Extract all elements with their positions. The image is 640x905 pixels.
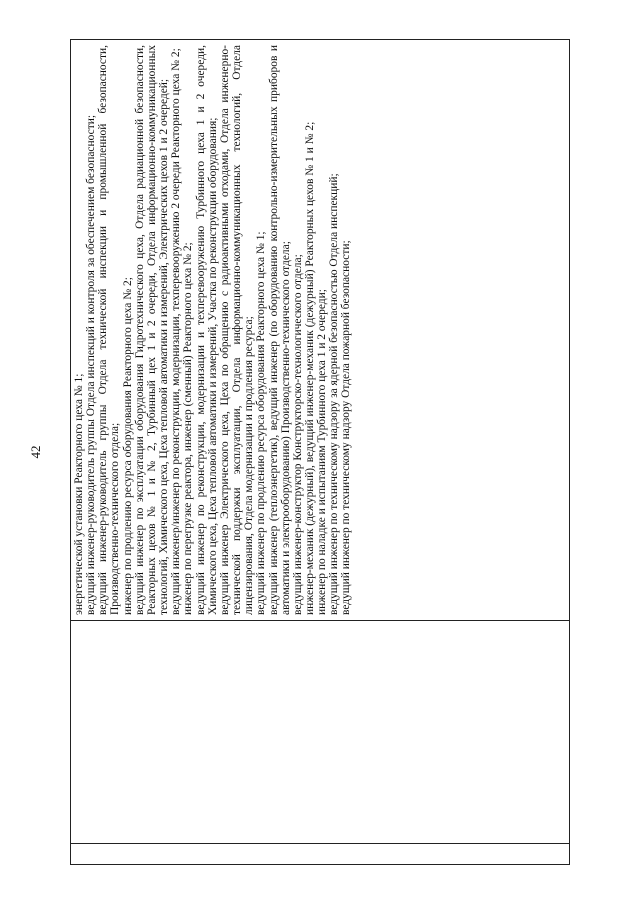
duty-item: ведущий инженер по продлению ресурса оборудования Реакторного цеха № 1; <box>255 231 268 615</box>
duty-item: ведущий инженер Электрического цеха, Цеха по обращению с радиоактивными отходами, Отдела инженерно-технической поддержки эксплуатации, Отдела информационно-коммуникационных технологий, Отдела лицензирования, Отдела модернизации и продления ресурса; <box>218 45 256 615</box>
number-cell <box>71 844 570 865</box>
table-row <box>71 40 570 865</box>
duty-item: ведущий инженер (теплоэнергетик), ведущий инженер (по оборудованию контрольно-измерительных приборов и автоматики и электрооборудованию) Производственно-технического отдела; <box>267 45 292 615</box>
duty-item: инженер по наладке и испытаниям Турбинного цеха 1 и 2 очереди; <box>316 289 329 615</box>
duty-item: энергетической установки Реакторного цеха № 1; <box>73 373 85 615</box>
duty-item: ведущий инженер по техническому надзору за ядерной безопасностью Отдела инспекций; <box>328 173 341 615</box>
duty-item: ведущий инженер по реконструкции, модернизации и техперевооружению Турбинного цеха 1 и 2 очереди, Химического цеха, Цеха тепловой автоматики и измерений, Участка по реконструкции оборудования; <box>194 45 219 615</box>
duty-item: инженер-механик (дежурный), ведущий инженер-механик (дежурный) Реакторных цехов № 1 и № 2; <box>303 121 316 615</box>
duties-cell <box>71 40 570 621</box>
duty-item: инженер по перегрузке реактора, инженер (сменный) Реакторного цеха № 2; <box>182 242 195 615</box>
name-cell <box>71 621 570 844</box>
duty-item: ведущий инженер-руководитель группы Отдела инспекций и контроля за обеспечением безопасности; <box>85 114 98 615</box>
page-number: 42 <box>28 445 43 459</box>
duty-item: ведущий инженер-руководитель группы Отдела технической инспекции и промышленной безопасности, Производственно-технического отдела; <box>97 45 122 615</box>
rotated-table-container <box>70 39 570 865</box>
duty-item: ведущий инженер-конструктор Конструкторско-технологического отдела; <box>291 254 304 615</box>
positions-table <box>70 39 570 865</box>
duty-item: инженер по продлению ресурса оборудования Реакторного цеха № 2; <box>121 277 134 615</box>
duty-item: ведущий инженер/инженер по реконструкции, модернизации, техперевооружению 2 очереди Реакторного цеха № 2; <box>170 48 183 615</box>
duty-item: ведущий инженер по эксплуатации оборудования Гидротехнического цеха, Отдела радиационной безопасности, Реакторных цехов № 1 и № 2, Турбинный цех 1 и 2 очереди, Отдела информационно-коммуникационных технологий, Химического цеха, Цеха тепловой автоматики и измерений, Электрических цехов 1 и 2 очередей; <box>133 45 171 615</box>
duty-item: ведущий инженер по техническому надзору Отдела пожарной безопасности; <box>340 240 353 615</box>
